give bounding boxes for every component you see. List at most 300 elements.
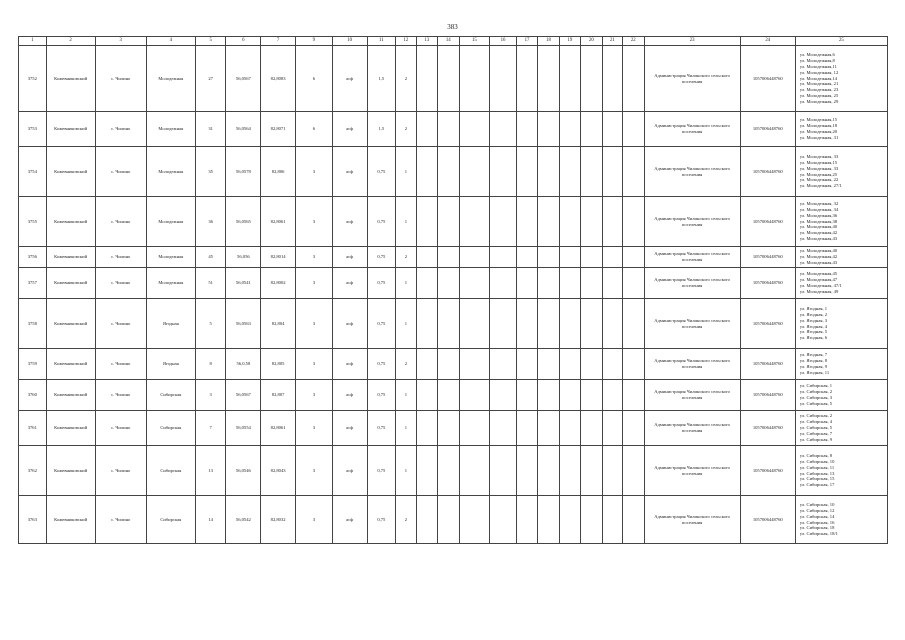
page-number: 383 — [447, 23, 458, 31]
cell-area: 3 — [295, 496, 332, 544]
empty-cell — [602, 147, 622, 197]
column-header: 18 — [538, 37, 559, 46]
address-line: ул. Молодежная,6 — [799, 51, 835, 57]
empty-cell — [516, 411, 537, 446]
cell-addresses — [795, 349, 887, 380]
cell-cover: асф — [332, 268, 367, 299]
cell-house: 14 — [195, 496, 226, 544]
address-line: ул. Молодежная,38 — [799, 218, 838, 224]
empty-cell — [623, 446, 644, 496]
empty-cell — [438, 247, 459, 268]
column-header: 13 — [416, 37, 437, 46]
cell-lon: 82,805 — [261, 349, 296, 380]
empty-cell — [623, 247, 644, 268]
cell-id: 3752 — [19, 46, 47, 112]
cell-lat: 56,0567 — [226, 380, 261, 411]
cell-volume: 0,75 — [367, 496, 396, 544]
cell-lat: 56,0542 — [226, 496, 261, 544]
column-header: 24 — [740, 37, 795, 46]
cell-street: Молодежная — [146, 268, 195, 299]
cell-house: 7 — [195, 411, 226, 446]
address-line: ул. Сибирская, 7 — [799, 430, 833, 436]
cell-settlement: с. Чилино — [95, 299, 146, 349]
cell-lat: 56,0565 — [226, 197, 261, 247]
cell-lon: 82,8032 — [261, 496, 296, 544]
cell-ogrn: 1057006448760 — [740, 197, 795, 247]
empty-cell — [516, 496, 537, 544]
cell-id: 3757 — [19, 268, 47, 299]
empty-cell — [438, 411, 459, 446]
address-line: ул. Ягодная, 5 — [799, 329, 828, 335]
empty-cell — [459, 112, 490, 147]
empty-cell — [559, 496, 580, 544]
empty-cell — [516, 268, 537, 299]
empty-cell — [416, 112, 437, 147]
address-line: ул. Ягодная, 11 — [799, 369, 830, 375]
address-line: ул. Молодежная,42 — [799, 254, 838, 260]
cell-owner: Администрация Чилинского сельского поселения — [644, 380, 740, 411]
empty-cell — [559, 197, 580, 247]
empty-cell — [559, 349, 580, 380]
empty-cell — [516, 349, 537, 380]
empty-cell — [490, 299, 517, 349]
empty-cell — [490, 411, 517, 446]
cell-volume: 0,75 — [367, 247, 396, 268]
column-header: 20 — [581, 37, 602, 46]
cell-lon: 82,806 — [261, 147, 296, 197]
cell-lon: 82,8061 — [261, 411, 296, 446]
cell-lon: 82,8061 — [261, 197, 296, 247]
column-header: 1 — [19, 37, 47, 46]
column-header: 15 — [459, 37, 490, 46]
empty-cell — [559, 299, 580, 349]
cell-lat: 56,0578 — [226, 147, 261, 197]
address-line: ул. Ягодная, 8 — [799, 358, 828, 364]
cell-settlement: с. Чилино — [95, 147, 146, 197]
empty-cell — [559, 147, 580, 197]
cell-street: Сибирская — [146, 496, 195, 544]
address-line: ул. Сибирская, 5 — [799, 400, 833, 406]
cell-id: 3753 — [19, 112, 47, 147]
cell-street: Молодежная — [146, 197, 195, 247]
address-line: ул. Сибирская, 10 — [799, 458, 835, 464]
cell-lat: 56,0541 — [226, 268, 261, 299]
empty-cell — [581, 380, 602, 411]
empty-cell — [438, 496, 459, 544]
address-line: ул. Молодежная, 22 — [799, 177, 839, 183]
address-line: ул. Ягодная, 2 — [799, 311, 828, 317]
cell-house: 31 — [195, 112, 226, 147]
empty-cell — [602, 46, 622, 112]
empty-cell — [438, 380, 459, 411]
cell-district: Кожевниковский — [46, 147, 95, 197]
empty-cell — [602, 197, 622, 247]
cell-volume: 0,75 — [367, 197, 396, 247]
cell-cover: асф — [332, 112, 367, 147]
cell-volume: 0,75 — [367, 147, 396, 197]
column-header: 4 — [146, 37, 195, 46]
empty-cell — [416, 268, 437, 299]
address-line: ул. Молодежная, 12 — [799, 69, 839, 75]
cell-cover: асф — [332, 299, 367, 349]
address-line: ул. Молодежная, 21 — [799, 81, 839, 87]
cell-addresses — [795, 46, 887, 112]
cell-settlement: с. Чилино — [95, 380, 146, 411]
empty-cell — [438, 349, 459, 380]
cell-owner: Администрация Чилинского сельского поселения — [644, 496, 740, 544]
cell-count: 1 — [396, 268, 416, 299]
cell-ogrn: 1057006448760 — [740, 496, 795, 544]
cell-district: Кожевниковский — [46, 496, 95, 544]
address-line: ул. Молодежная,15 — [799, 117, 838, 123]
empty-cell — [538, 268, 559, 299]
cell-area: 3 — [295, 380, 332, 411]
cell-addresses — [795, 112, 887, 147]
address-line: ул. Молодежная,45 — [799, 271, 838, 277]
empty-cell — [516, 299, 537, 349]
cell-lon: 82,8071 — [261, 112, 296, 147]
cell-lon: 82,8083 — [261, 46, 296, 112]
empty-cell — [459, 349, 490, 380]
cell-district: Кожевниковский — [46, 349, 95, 380]
cell-owner: Администрация Чилинского сельского поселения — [644, 197, 740, 247]
empty-cell — [416, 46, 437, 112]
table-row — [19, 299, 888, 349]
address-line: ул. Ягодная, 6 — [799, 335, 828, 341]
empty-cell — [581, 299, 602, 349]
cell-volume: 1,5 — [367, 112, 396, 147]
table-row — [19, 446, 888, 496]
cell-settlement: с. Чилино — [95, 112, 146, 147]
empty-cell — [538, 197, 559, 247]
cell-addresses — [795, 299, 887, 349]
empty-cell — [581, 496, 602, 544]
empty-cell — [559, 112, 580, 147]
empty-cell — [538, 446, 559, 496]
empty-cell — [459, 268, 490, 299]
cell-district: Кожевниковский — [46, 112, 95, 147]
empty-cell — [438, 299, 459, 349]
empty-cell — [438, 112, 459, 147]
address-line: ул. Сибирская, 18 — [799, 525, 835, 531]
empty-cell — [490, 46, 517, 112]
cell-ogrn: 1057006448760 — [740, 446, 795, 496]
empty-cell — [559, 268, 580, 299]
cell-volume: 0,75 — [367, 268, 396, 299]
cell-cover: асф — [332, 46, 367, 112]
column-header: 5 — [195, 37, 226, 46]
cell-owner: Администрация Чилинского сельского поселения — [644, 411, 740, 446]
cell-lat: 56,056 — [226, 247, 261, 268]
empty-cell — [490, 112, 517, 147]
address-line: ул. Молодежная, 29 — [799, 99, 839, 105]
address-line: ул. Сибирская, 9 — [799, 436, 833, 442]
address-line: ул. Ягодная, 1 — [799, 305, 828, 311]
cell-owner: Администрация Чилинского сельского поселения — [644, 247, 740, 268]
empty-cell — [459, 197, 490, 247]
cell-area: 6 — [295, 46, 332, 112]
address-line: ул. Ягодная, 9 — [799, 364, 828, 369]
cell-count: 1 — [396, 380, 416, 411]
cell-cover: асф — [332, 247, 367, 268]
column-header: 17 — [516, 37, 537, 46]
address-line: ул. Сибирская, 15 — [799, 476, 835, 482]
cell-district: Кожевниковский — [46, 247, 95, 268]
empty-cell — [602, 349, 622, 380]
table-row — [19, 349, 888, 380]
address-line: ул. Молодежная, 34 — [799, 206, 839, 212]
column-header: 2 — [46, 37, 95, 46]
empty-cell — [416, 411, 437, 446]
column-header: 10 — [332, 37, 367, 46]
address-line: ул. Сибирская, 16 — [799, 519, 835, 525]
empty-cell — [602, 380, 622, 411]
cell-count: 2 — [396, 496, 416, 544]
address-line: ул. Сибирская, 1 — [799, 383, 833, 389]
empty-cell — [538, 349, 559, 380]
address-line: ул. Сибирская, 8 — [799, 452, 833, 458]
empty-cell — [438, 147, 459, 197]
address-line: ул. Сибирская, 12 — [799, 507, 835, 513]
header-row — [19, 37, 888, 46]
cell-lon: 82,807 — [261, 380, 296, 411]
address-line: ул. Сибирская, 2 — [799, 389, 833, 395]
table-row — [19, 411, 888, 446]
empty-cell — [459, 380, 490, 411]
empty-cell — [438, 268, 459, 299]
cell-count: 2 — [396, 247, 416, 268]
empty-cell — [581, 46, 602, 112]
empty-cell — [559, 46, 580, 112]
empty-cell — [416, 380, 437, 411]
table-row — [19, 147, 888, 197]
cell-ogrn: 1057006448760 — [740, 268, 795, 299]
cell-settlement: с. Чилино — [95, 268, 146, 299]
cell-owner: Администрация Чилинского сельского поселения — [644, 147, 740, 197]
empty-cell — [538, 411, 559, 446]
column-header: 16 — [490, 37, 517, 46]
cell-district: Кожевниковский — [46, 268, 95, 299]
cell-lon: 82,8002 — [261, 268, 296, 299]
empty-cell — [581, 411, 602, 446]
cell-addresses — [795, 247, 887, 268]
empty-cell — [623, 112, 644, 147]
empty-cell — [602, 446, 622, 496]
cell-ogrn: 1057006448760 — [740, 299, 795, 349]
address-line: ул. Молодежная, 32 — [799, 200, 839, 206]
empty-cell — [438, 197, 459, 247]
cell-lat: 56,0564 — [226, 112, 261, 147]
cell-lon: 82,804 — [261, 299, 296, 349]
cell-area: 3 — [295, 411, 332, 446]
address-line: ул. Сибирская, 3 — [799, 395, 833, 400]
table-row — [19, 247, 888, 268]
column-header: 7 — [261, 37, 296, 46]
cell-volume: 0,75 — [367, 380, 396, 411]
address-line: ул. Молодежная,40 — [799, 224, 838, 230]
cell-lat: 56,0563 — [226, 299, 261, 349]
registry-table — [18, 36, 888, 544]
empty-cell — [602, 247, 622, 268]
empty-cell — [581, 197, 602, 247]
cell-street: Молодежная — [146, 112, 195, 147]
table-row — [19, 496, 888, 544]
cell-lat: 56,0,58 — [226, 349, 261, 380]
empty-cell — [602, 496, 622, 544]
cell-street: Ягодная — [146, 349, 195, 380]
address-line: ул. Молодежная, 33 — [799, 153, 839, 159]
empty-cell — [581, 446, 602, 496]
address-line: ул. Молодежная, 33 — [799, 165, 839, 171]
address-line: ул. Сибирская, 10 — [799, 501, 835, 507]
table-row — [19, 380, 888, 411]
empty-cell — [416, 147, 437, 197]
cell-volume: 0,75 — [367, 349, 396, 380]
empty-cell — [438, 46, 459, 112]
cell-count: 1 — [396, 299, 416, 349]
cell-district: Кожевниковский — [46, 46, 95, 112]
empty-cell — [459, 411, 490, 446]
cell-count: 2 — [396, 112, 416, 147]
address-line: ул. Сибирская, 17 — [799, 482, 835, 488]
empty-cell — [516, 446, 537, 496]
cell-ogrn: 1057006448760 — [740, 247, 795, 268]
empty-cell — [490, 349, 517, 380]
empty-cell — [490, 268, 517, 299]
column-header: 11 — [367, 37, 396, 46]
address-line: ул. Ягодная, 7 — [799, 352, 828, 358]
column-header: 14 — [438, 37, 459, 46]
cell-ogrn: 1057006448760 — [740, 46, 795, 112]
cell-addresses — [795, 411, 887, 446]
empty-cell — [581, 349, 602, 380]
empty-cell — [416, 247, 437, 268]
empty-cell — [459, 446, 490, 496]
cell-district: Кожевниковский — [46, 197, 95, 247]
empty-cell — [416, 496, 437, 544]
cell-count: 1 — [396, 147, 416, 197]
cell-cover: асф — [332, 411, 367, 446]
empty-cell — [538, 299, 559, 349]
address-line: ул. Молодежная,14 — [799, 75, 838, 81]
cell-district: Кожевниковский — [46, 446, 95, 496]
empty-cell — [459, 147, 490, 197]
cell-volume: 0,75 — [367, 411, 396, 446]
address-line: ул. Молодежная, 47/1 — [799, 283, 842, 288]
empty-cell — [623, 46, 644, 112]
cell-cover: асф — [332, 147, 367, 197]
empty-cell — [416, 446, 437, 496]
address-line: ул. Молодежная,25 — [799, 171, 838, 177]
empty-cell — [581, 147, 602, 197]
cell-owner: Администрация Чилинского сельского поселения — [644, 112, 740, 147]
cell-house: 45 — [195, 247, 226, 268]
cell-count: 1 — [396, 197, 416, 247]
empty-cell — [459, 46, 490, 112]
cell-area: 3 — [295, 247, 332, 268]
address-line: ул. Молодежная,36 — [799, 212, 838, 218]
empty-cell — [459, 299, 490, 349]
cell-street: Ягодная — [146, 299, 195, 349]
address-line: ул. Молодежная, 27/1 — [799, 183, 842, 189]
cell-addresses — [795, 496, 887, 544]
cell-cover: асф — [332, 380, 367, 411]
empty-cell — [559, 411, 580, 446]
cell-district: Кожевниковский — [46, 299, 95, 349]
column-header: 3 — [95, 37, 146, 46]
empty-cell — [538, 380, 559, 411]
cell-settlement: с. Чилино — [95, 46, 146, 112]
cell-area: 3 — [295, 446, 332, 496]
empty-cell — [538, 46, 559, 112]
empty-cell — [516, 112, 537, 147]
address-line: ул. Молодежная,15 — [799, 159, 838, 165]
cell-id: 3763 — [19, 496, 47, 544]
empty-cell — [459, 247, 490, 268]
cell-settlement: с. Чилино — [95, 247, 146, 268]
address-line: ул. Ягодная, 4 — [799, 323, 828, 329]
cell-house: 8 — [195, 349, 226, 380]
empty-cell — [516, 380, 537, 411]
table-row — [19, 197, 888, 247]
empty-cell — [559, 247, 580, 268]
cell-cover: асф — [332, 349, 367, 380]
cell-lat: 56,0546 — [226, 446, 261, 496]
cell-owner: Администрация Чилинского сельского поселения — [644, 349, 740, 380]
table-row — [19, 112, 888, 147]
empty-cell — [490, 197, 517, 247]
cell-settlement: с. Чилино — [95, 411, 146, 446]
cell-count: 1 — [396, 411, 416, 446]
cell-ogrn: 1057006448760 — [740, 147, 795, 197]
table-row — [19, 268, 888, 299]
cell-id: 3759 — [19, 349, 47, 380]
empty-cell — [459, 496, 490, 544]
cell-ogrn: 1057006448760 — [740, 349, 795, 380]
empty-cell — [581, 247, 602, 268]
cell-id: 3762 — [19, 446, 47, 496]
address-line: ул. Молодежная,42 — [799, 230, 838, 236]
empty-cell — [602, 411, 622, 446]
cell-house: 27 — [195, 46, 226, 112]
empty-cell — [490, 380, 517, 411]
cell-cover: асф — [332, 446, 367, 496]
column-header: 22 — [623, 37, 644, 46]
cell-lat: 56,0554 — [226, 411, 261, 446]
cell-house: 51 — [195, 268, 226, 299]
cell-district: Кожевниковский — [46, 411, 95, 446]
cell-house: 35 — [195, 147, 226, 197]
empty-cell — [516, 46, 537, 112]
column-header: 23 — [644, 37, 740, 46]
cell-ogrn: 1057006448760 — [740, 112, 795, 147]
empty-cell — [581, 112, 602, 147]
address-line: ул. Молодежная, 25 — [799, 93, 839, 99]
cell-area: 3 — [295, 349, 332, 380]
cell-owner: Администрация Чилинского сельского поселения — [644, 46, 740, 112]
column-header: 12 — [396, 37, 416, 46]
cell-house: 3 — [195, 380, 226, 411]
address-line: ул. Молодежная,43 — [799, 259, 838, 265]
cell-owner: Администрация Чилинского сельского поселения — [644, 268, 740, 299]
cell-id: 3756 — [19, 247, 47, 268]
cell-settlement: с. Чилино — [95, 496, 146, 544]
cell-area: 3 — [295, 268, 332, 299]
empty-cell — [559, 380, 580, 411]
empty-cell — [516, 197, 537, 247]
column-header: 19 — [559, 37, 580, 46]
cell-volume: 0,75 — [367, 446, 396, 496]
